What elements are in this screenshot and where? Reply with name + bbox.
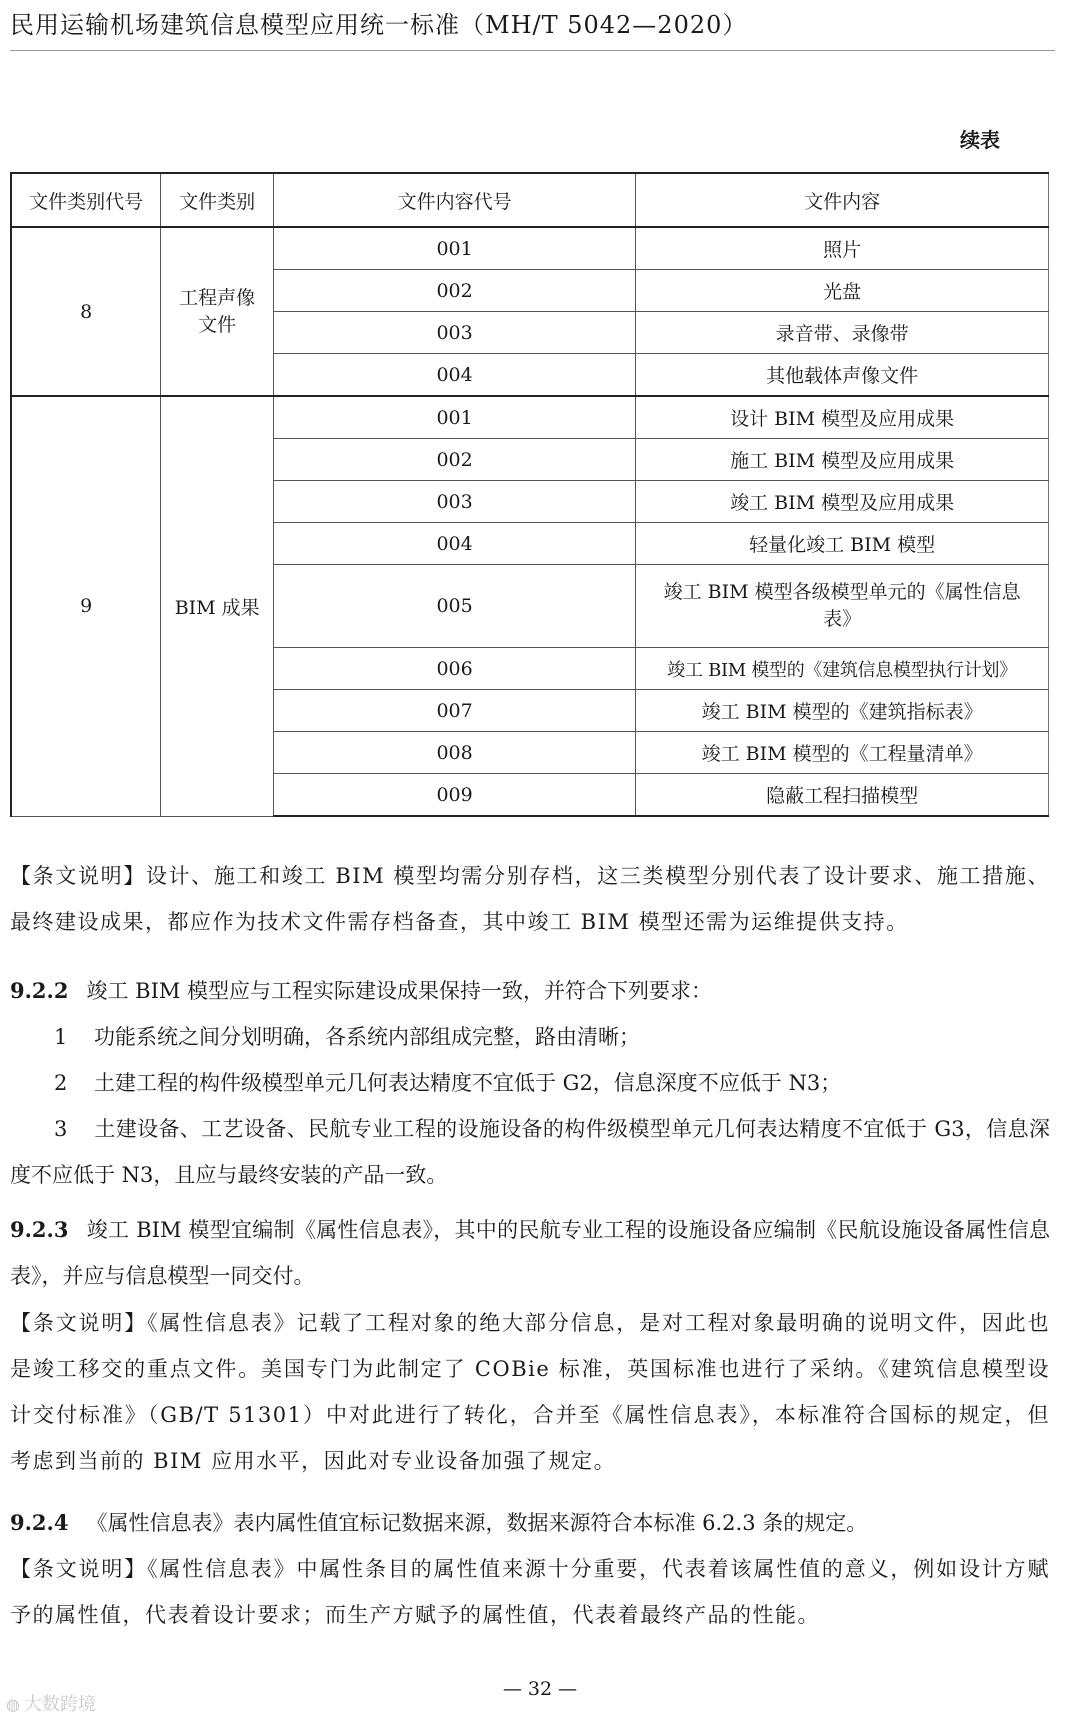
content-code-cell: 001 (274, 227, 636, 270)
list-item (10, 1106, 1050, 1198)
content-cell: 设计 BIM 模型及应用成果 (636, 396, 1049, 439)
clause-text: 《属性信息表》表内属性值宜标记数据来源，数据来源符合本标准 6.2.3 条的规定。 (86, 1511, 868, 1535)
content-cell: 其他载体声像文件 (636, 354, 1049, 397)
file-category-table (10, 172, 1049, 817)
item-text: 功能系统之间分划明确，各系统内部组成完整，路由清晰； (94, 1025, 640, 1049)
category-code-cell: 9 (11, 396, 161, 816)
header-category-code: 文件类别代号 (11, 173, 161, 227)
clause-text: 竣工 BIM 模型宜编制《属性信息表》，其中的民航专业工程的设施设备应编制《民航设施设备属性信息表》，并应与信息模型一同交付。 (10, 1218, 1050, 1288)
clause-9-2-2-heading (10, 968, 1050, 1014)
continued-label: 续表 (960, 128, 1000, 152)
content-cell: 隐蔽工程扫描模型 (636, 774, 1049, 817)
explanatory-note-3: 【条文说明】《属性信息表》中属性条目的属性值来源十分重要，代表着该属性值的意义，例如设计方赋予的属性值，代表着设计要求；而生产方赋予的属性值，代表着最终产品的性能。 (10, 1557, 1050, 1627)
clause-text: 竣工 BIM 模型应与工程实际建设成果保持一致，并符合下列要求： (86, 979, 713, 1003)
content-code-cell: 009 (274, 774, 636, 817)
clause-number: 9.2.4 (10, 1510, 69, 1535)
content-cell: 竣工 BIM 模型的《工程量清单》 (636, 732, 1049, 774)
content-cell: 录音带、录像带 (636, 312, 1049, 354)
content-cell: 竣工 BIM 模型的《建筑信息模型执行计划》 (636, 648, 1049, 690)
table-row (11, 396, 1049, 439)
category-name-cell: 工程声像文件 (161, 227, 274, 396)
content-code-cell: 001 (274, 396, 636, 439)
content-cell: 竣工 BIM 模型的《建筑指标表》 (636, 690, 1049, 732)
watermark-text: 大数跨境 (23, 1694, 96, 1715)
running-title: 民用运输机场建筑信息模型应用统一标准（MH/T 5042—2020） (10, 8, 1055, 51)
content-code-cell: 002 (274, 439, 636, 481)
content-code-cell: 002 (274, 270, 636, 312)
category-name-cell: BIM 成果 (161, 396, 274, 816)
content-code-cell: 004 (274, 354, 636, 397)
watermark (6, 1690, 96, 1716)
content-code-cell: 003 (274, 312, 636, 354)
content-code-cell: 005 (274, 565, 636, 648)
list-item (10, 1014, 1050, 1060)
watermark-logo-icon: ◍ (6, 1695, 20, 1714)
category-code-cell: 8 (11, 227, 161, 396)
content-code-cell: 007 (274, 690, 636, 732)
content-cell: 轻量化竣工 BIM 模型 (636, 523, 1049, 565)
clause-number: 9.2.3 (10, 1217, 69, 1242)
item-text: 土建设备、工艺设备、民航专业工程的设施设备的构件级模型单元几何表达精度不宜低于 G3，信息深度不应低于 N3，且应与最终安装的产品一致。 (10, 1117, 1050, 1187)
content-cell: 竣工 BIM 模型及应用成果 (636, 481, 1049, 523)
clause-9-2-4 (10, 1500, 1050, 1546)
table-header-row (11, 173, 1049, 227)
item-number: 3 (54, 1117, 68, 1141)
page-number: — 32 — (502, 1678, 578, 1700)
explanatory-note-2: 【条文说明】《属性信息表》记载了工程对象的绝大部分信息，是对工程对象最明确的说明文件，因此也是竣工移交的重点文件。美国专门为此制定了 COBie 标准，英国标准也进行了采纳。《建筑信息模型设计交付标准》（GB/T 51301）中对此进行了转化，合并至《属性信息表》，本标准符合国标的规定，但考虑到当前的 BIM 应用水平，因此对专业设备加强了规定。 (10, 1311, 1050, 1473)
content-cell: 光盘 (636, 270, 1049, 312)
clause-number: 9.2.2 (10, 978, 69, 1003)
item-number: 2 (54, 1071, 68, 1095)
content-code-cell: 008 (274, 732, 636, 774)
clause-9-2-2 (10, 968, 1050, 1198)
header-content: 文件内容 (636, 173, 1049, 227)
clause-9-2-3 (10, 1207, 1050, 1299)
content-code-cell: 004 (274, 523, 636, 565)
item-text: 土建工程的构件级模型单元几何表达精度不宜低于 G2，信息深度不应低于 N3； (94, 1071, 842, 1095)
content-cell: 施工 BIM 模型及应用成果 (636, 439, 1049, 481)
list-item (10, 1060, 1050, 1106)
item-number: 1 (54, 1025, 68, 1049)
explanatory-note-1: 【条文说明】设计、施工和竣工 BIM 模型均需分别存档，这三类模型分别代表了设计要求、施工措施、最终建设成果，都应作为技术文件需存档备查，其中竣工 BIM 模型还需为运维提供支持。 (10, 864, 1050, 934)
content-code-cell: 006 (274, 648, 636, 690)
header-content-code: 文件内容代号 (274, 173, 636, 227)
content-code-cell: 003 (274, 481, 636, 523)
table-row (11, 227, 1049, 270)
content-cell: 竣工 BIM 模型各级模型单元的《属性信息表》 (636, 565, 1049, 648)
header-category-name: 文件类别 (161, 173, 274, 227)
content-cell: 照片 (636, 227, 1049, 270)
